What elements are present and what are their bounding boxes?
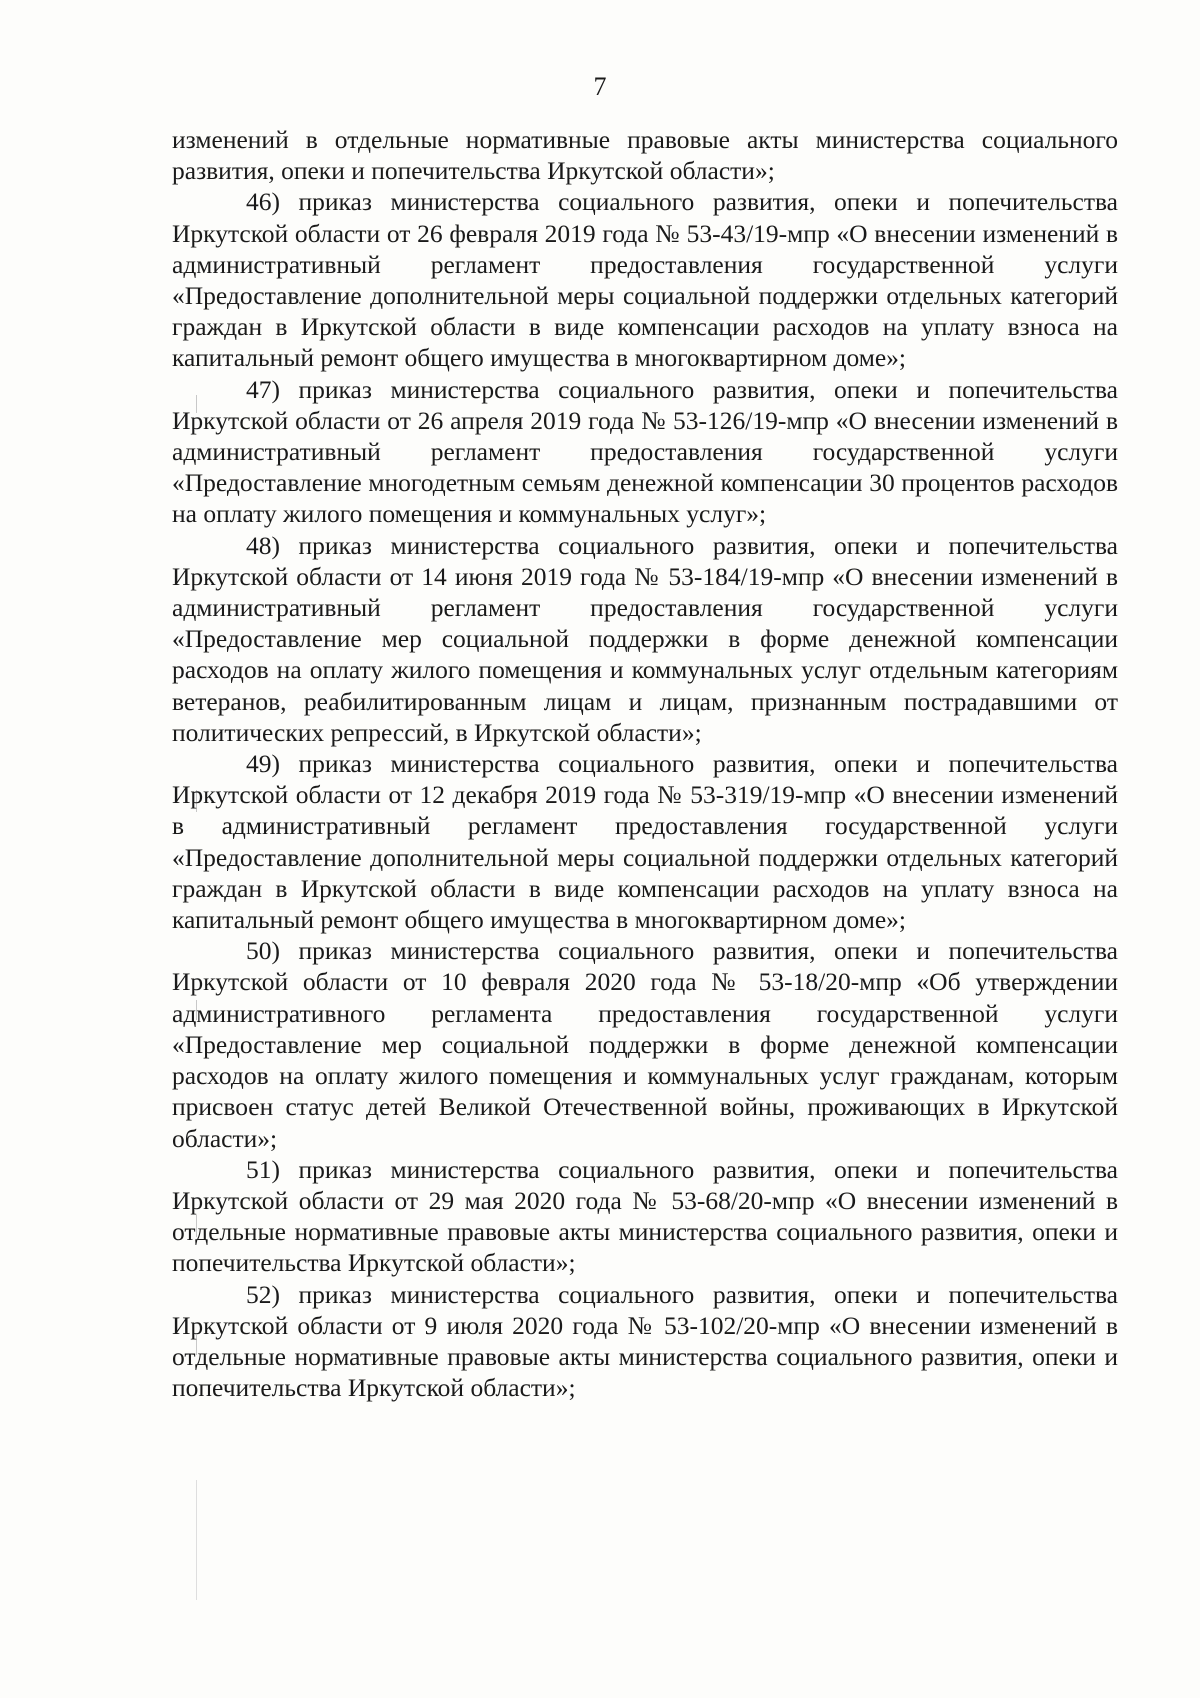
scan-artifact-line xyxy=(196,1480,197,1600)
continuation-paragraph: изменений в отдельные нормативные правовые акты министерства социального развития, опеки и попечительства Иркутской области»; xyxy=(172,125,1118,186)
page-number: 7 xyxy=(593,72,607,101)
list-item-52: 52) приказ министерства социального развития, опеки и попечительства Иркутской области от 9 июля 2020 года № 53-102/20-мпр «О внесении изменений в отдельные нормативные правовые акты министерства социального развития, опеки и попечительства Иркутской области»; xyxy=(172,1279,1118,1403)
list-item-46: 46) приказ министерства социального развития, опеки и попечительства Иркутской области от 26 февраля 2019 года № 53-43/19-мпр «О внесении изменений в административный регламент предоставления государственной услуги «Предоставление дополнительной меры социальной поддержки отдельных категорий граждан в Иркутской области в виде компенсации расходов на уплату взноса на капитальный ремонт общего имущества в многоквартирном доме»; xyxy=(172,187,1118,373)
list-item-51: 51) приказ министерства социального развития, опеки и попечительства Иркутской области от 29 мая 2020 года № 53-68/20-мпр «О внесении изменений в отдельные нормативные правовые акты министерства социального развития, опеки и попечительства Иркутской области»; xyxy=(172,1154,1118,1278)
list-item-47: 47) приказ министерства социального развития, опеки и попечительства Иркутской области от 26 апреля 2019 года № 53-126/19-мпр «О внесении изменений в административный регламент предоставления государственной услуги «Предоставление многодетным семьям денежной компенсации 30 процентов расходов на оплату жилого помещения и коммунальных услуг»; xyxy=(172,374,1118,529)
list-item-49: 49) приказ министерства социального развития, опеки и попечительства Иркутской области от 12 декабря 2019 года № 53-319/19-мпр «О внесении изменений в административный регламент предоставления государственной услуги «Предоставление дополнительной меры социальной поддержки отдельных категорий граждан в Иркутской области в виде компенсации расходов на уплату взноса на капитальный ремонт общего имущества в многоквартирном доме»; xyxy=(172,749,1118,935)
document-body xyxy=(172,124,1118,1403)
list-item-48: 48) приказ министерства социального развития, опеки и попечительства Иркутской области от 14 июня 2019 года № 53-184/19-мпр «О внесении изменений в административный регламент предоставления государственной услуги «Предоставление мер социальной поддержки в форме денежной компенсации расходов на оплату жилого помещения и коммунальных услуг отдельным категориям ветеранов, реабилитированным лицам и лицам, признанным пострадавшими от политических репрессий, в Иркутской области»; xyxy=(172,530,1118,747)
list-item-50: 50) приказ министерства социального развития, опеки и попечительства Иркутской области от 10 февраля 2020 года № 53-18/20-мпр «Об утверждении административного регламента предоставления государственной услуги «Предоставление мер социальной поддержки в форме денежной компенсации расходов на оплату жилого помещения и коммунальных услуг гражданам, которым присвоен статус детей Великой Отечественной войны, проживающих в Иркутской области»; xyxy=(172,936,1118,1153)
